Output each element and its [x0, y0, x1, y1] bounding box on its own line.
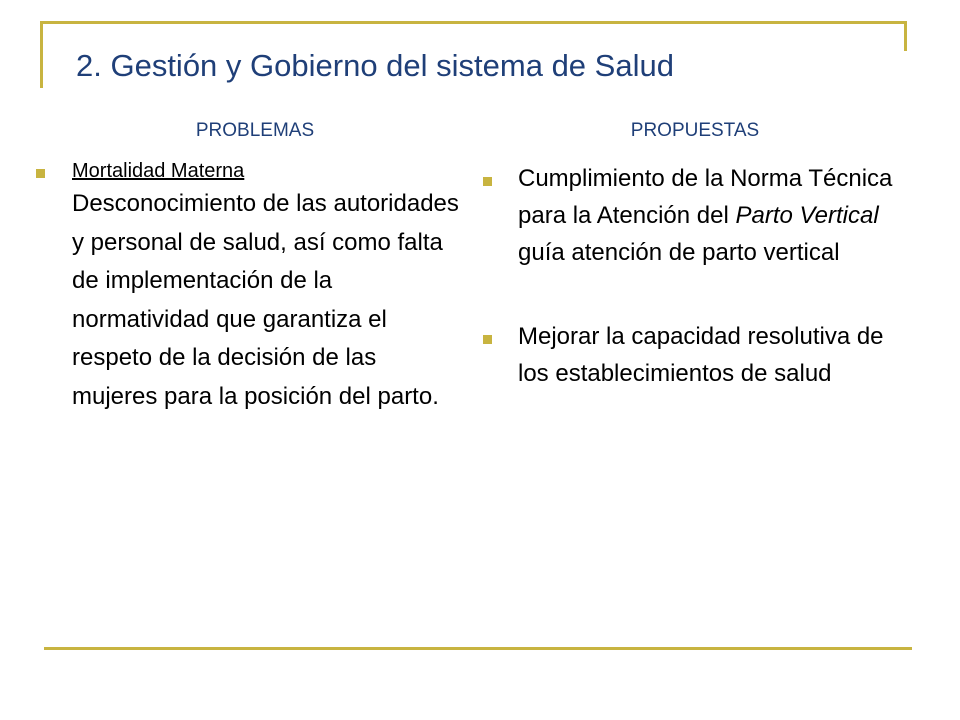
bullet-icon	[36, 169, 45, 178]
problem-item-title: Mortalidad Materna	[72, 160, 245, 182]
bullet-icon	[483, 335, 492, 344]
bullet-icon	[483, 177, 492, 186]
proposal-item-1-text-end: guía atención de parto vertical	[518, 239, 840, 266]
problem-item-text: Desconocimiento de las autoridades y personal de salud, así como falta de implementación de la normatividad que garantiza el respeto de la decisión de las mujeres para la posición del parto.	[72, 190, 459, 410]
bottom-border-line	[44, 647, 912, 650]
right-border-line	[904, 21, 907, 51]
proposals-heading: PROPUESTAS	[630, 120, 760, 141]
proposal-item-1-italic: Parto Vertical	[735, 202, 879, 229]
slide-title: 2. Gestión y Gobierno del sistema de Salud	[76, 48, 674, 83]
proposal-item-1-text-start: Cumplimiento de la Norma Técnica para la Atención del	[518, 165, 893, 229]
proposal-item-1	[518, 160, 898, 271]
top-border-line	[40, 21, 906, 24]
problems-heading: PROBLEMAS	[195, 120, 315, 141]
left-border-line	[40, 21, 43, 88]
problem-item	[72, 157, 462, 416]
proposal-item-2: Mejorar la capacidad resolutiva de los establecimientos de salud	[518, 323, 884, 387]
